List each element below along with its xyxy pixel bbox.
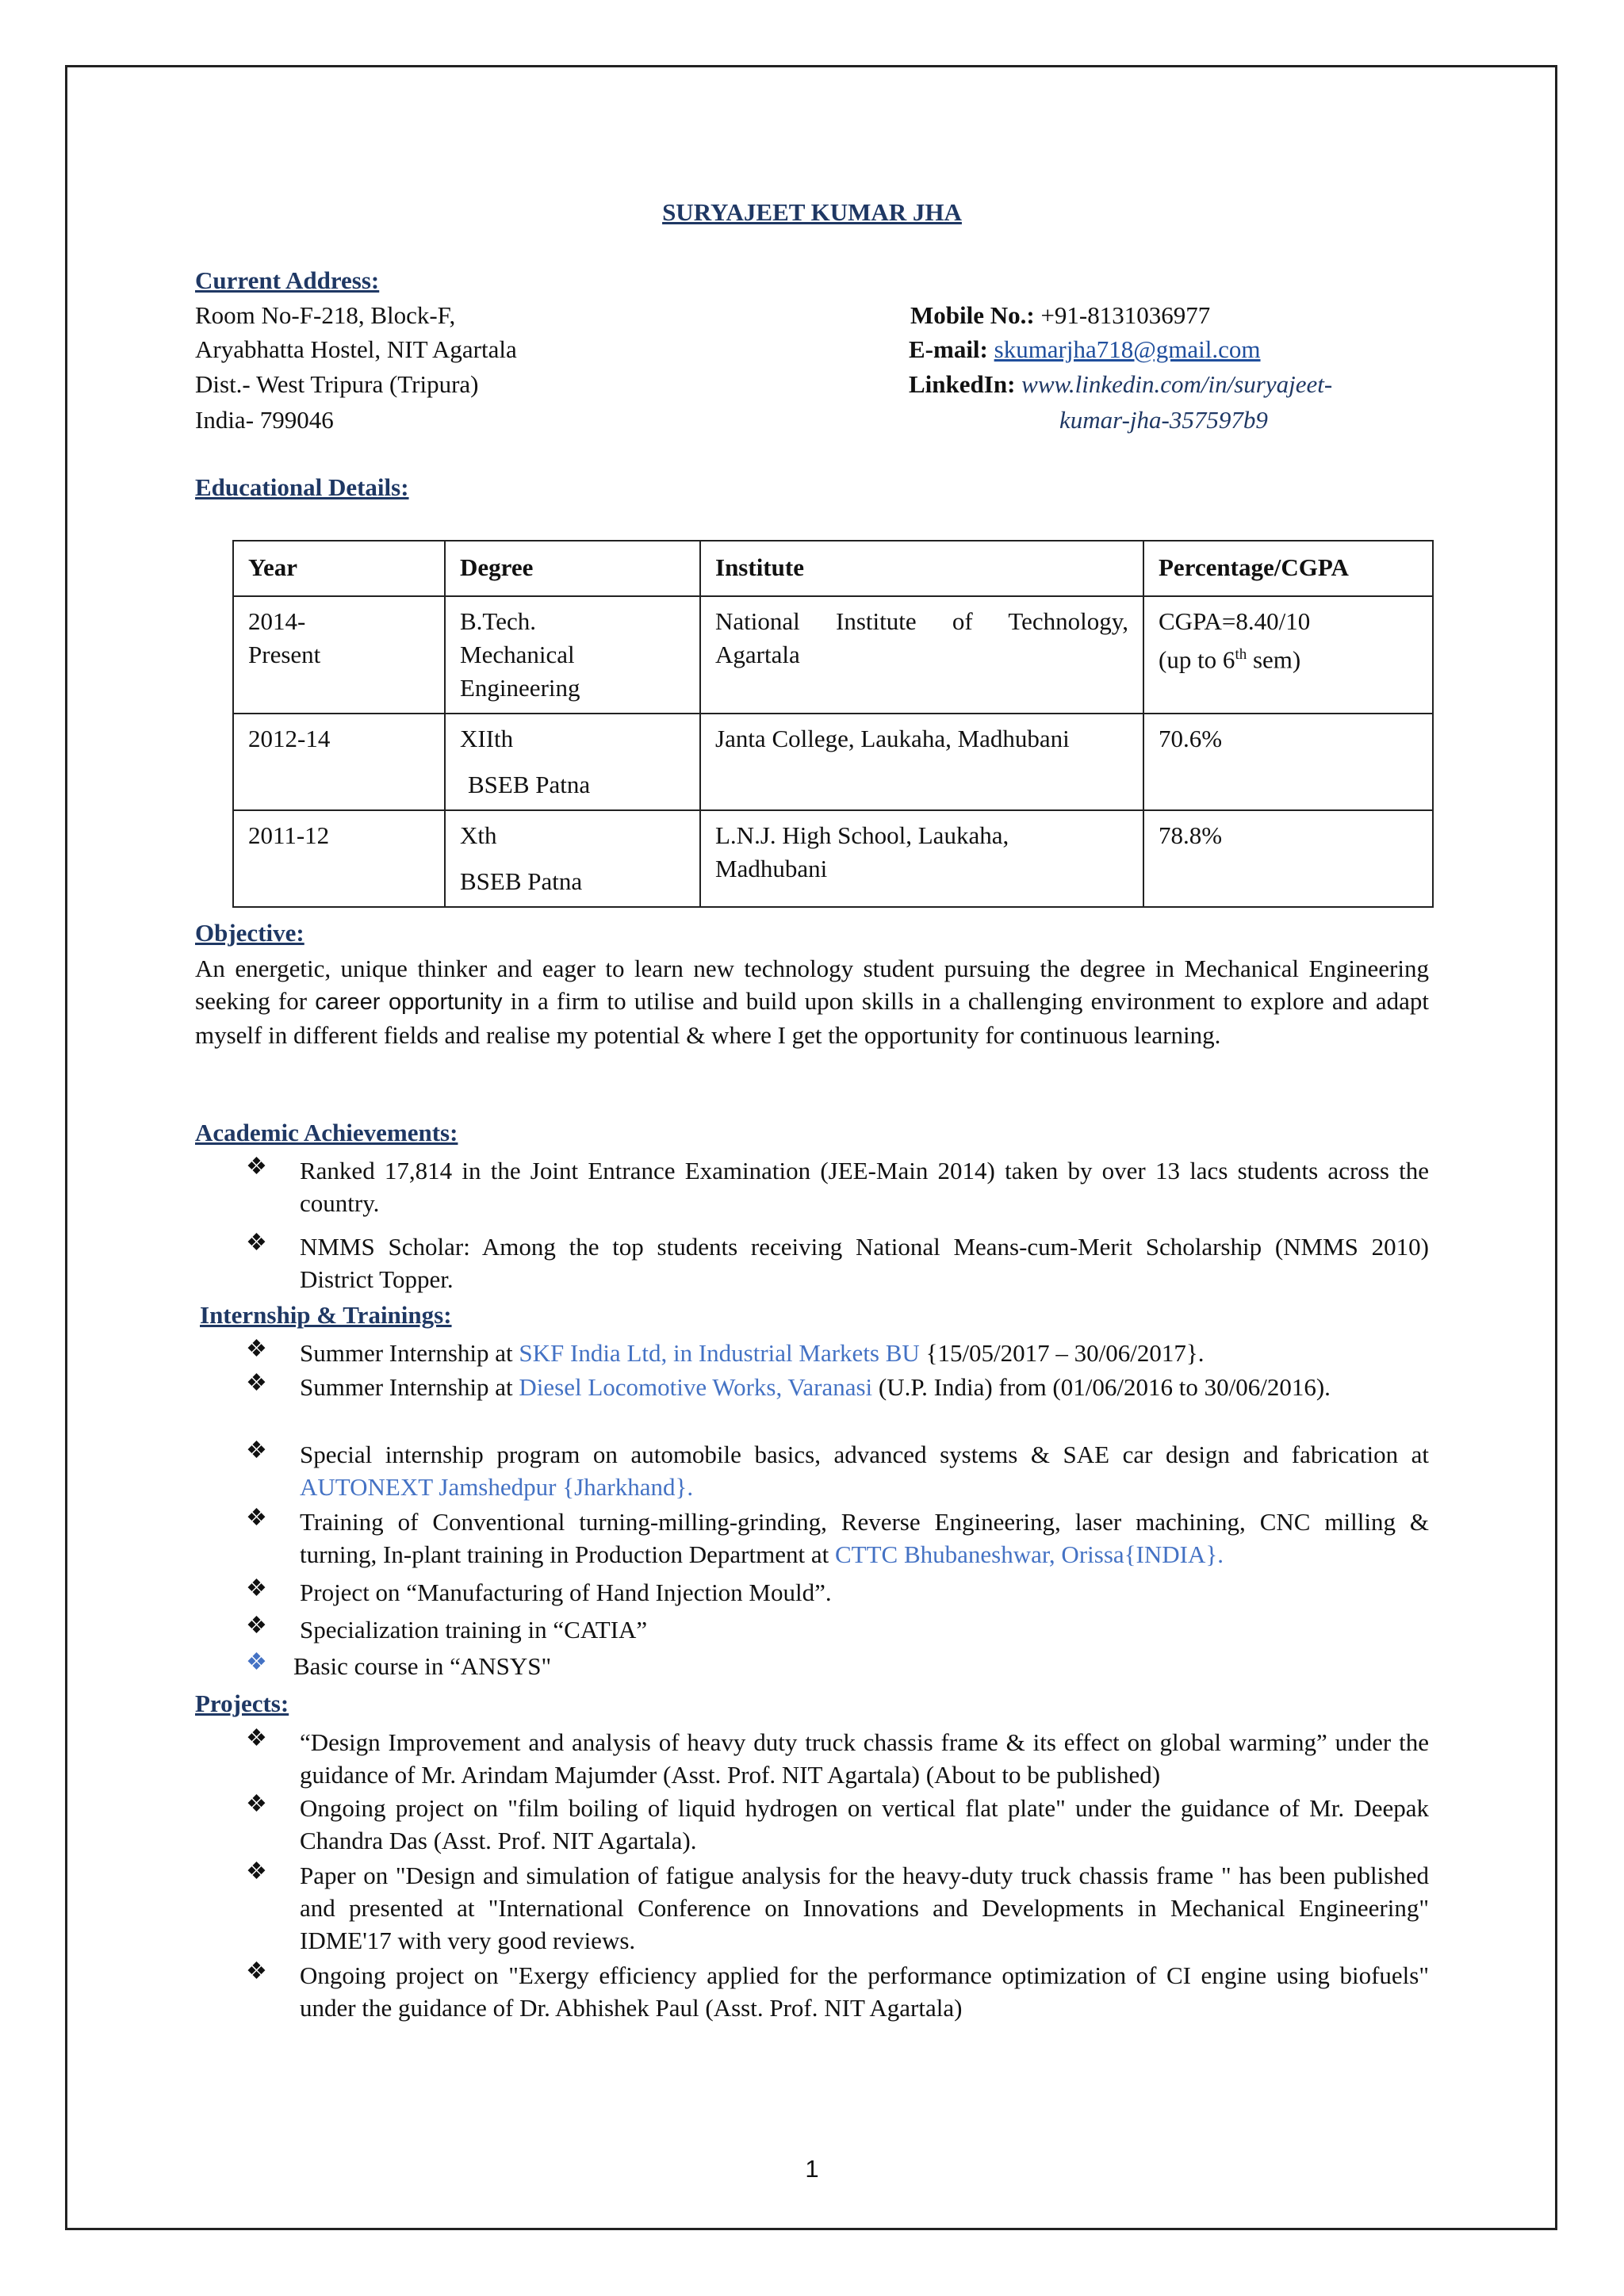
internship-item: Summer Internship at SKF India Ltd, in Industrial Markets BU {15/05/2017 – 30/06/2017}. [300,1339,1205,1367]
bullet-icon: ❖ [246,1230,267,1256]
cell-institute: Janta College, Laukaha, Madhubani [700,714,1143,810]
bullet-icon: ❖ [246,1154,267,1180]
project-item: Ongoing project on "film boiling of liquid hydrogen on vertical flat plate" under the guidance of Mr. Deepak Chandra Das (Asst. Prof. NIT Agartala). [300,1794,1429,1854]
cell-degree: Xth BSEB Patna [445,810,700,907]
bullet-icon: ❖ [246,1725,267,1751]
bullet-icon: ❖ [246,1613,267,1639]
education-table [232,540,1434,908]
cell-degree: XIIth BSEB Patna [445,714,700,810]
cell-year: 2011-12 [233,810,445,907]
mobile-row [910,299,1210,332]
bullet-icon: ❖ [246,1575,267,1601]
projects-heading: Projects: [195,1689,289,1717]
project-item: Ongoing project on "Exergy efficiency applied for the performance optimization of CI engine using biofuels" under the guidance of Dr. Abhishek Paul (Asst. Prof. NIT Agartala) [300,1961,1429,2022]
internship-item: Summer Internship at Diesel Locomotive Works, Varanasi (U.P. India) from (01/06/2016 to 30/06/2016). [300,1373,1331,1401]
bullet-icon: ❖ [246,1437,267,1464]
internship-item: Special internship program on automobile basics, advanced systems & SAE car design and fabrication at AUTONEXT Jamshedpur {Jharkhand}. [300,1441,1429,1501]
bullet-icon: ❖ [246,1958,267,1984]
bullet-icon: ❖ [246,1858,267,1885]
project-item: “Design Improvement and analysis of heavy duty truck chassis frame & its effect on global warming” under the guidance of Mr. Arindam Majumder (Asst. Prof. NIT Agartala) (About to be published) [300,1728,1429,1789]
achievement-item: Ranked 17,814 in the Joint Entrance Examination (JEE-Main 2014) taken by over 13 lacs students across the country. [300,1157,1429,1217]
address-heading: Current Address: [195,266,380,294]
table-row [233,714,1433,810]
table-header-row [233,541,1433,596]
objective-text: An energetic, unique thinker and eager to learn new technology student pursuing the degree in Mechanical Engineering seeking for career opportunity in a firm to utilise and build upon skills in a challenging environment to explore and adapt myself in different fields and realise my potential & where I get the opportunity for continuous learning. [195,955,1430,1049]
education-heading: Educational Details: [195,473,409,501]
table-row [233,810,1433,907]
cell-year: 2012-14 [233,714,445,810]
achievements-heading: Academic Achievements: [195,1119,458,1146]
address-line: Aryabhatta Hostel, NIT Agartala [195,335,517,363]
cell-year: 2014- Present [233,596,445,714]
address-line: Dist.- West Tripura (Tripura) [195,370,479,398]
address-line: Room No-F-218, Block-F, [195,301,456,329]
internship-item: Training of Conventional turning-milling-grinding, Reverse Engineering, laser machining, CNC milling & turning, In-plant training in Production Department at CTTC Bhubaneshwar, Orissa{INDIA}. [300,1508,1429,1568]
bullet-icon: ❖ [246,1649,267,1675]
internship-item: Project on “Manufacturing of Hand Injection Mould”. [300,1578,832,1606]
bullet-icon: ❖ [246,1336,267,1362]
achievement-item: NMMS Scholar: Among the top students receiving National Means-cum-Merit Scholarship (NMMS 2010) District Topper. [300,1233,1429,1293]
cell-score: 78.8% [1143,810,1433,907]
cell-score: CGPA=8.40/10 (up to 6th sem) [1143,596,1433,714]
linkedin-link[interactable]: www.linkedin.com/in/suryajeet- [1021,370,1333,398]
header-institute: Institute [700,541,1143,596]
linkedin-link-continued[interactable]: kumar-jha-357597b9 [1059,406,1268,434]
bullet-icon: ❖ [246,1370,267,1396]
header-degree: Degree [445,541,700,596]
internship-item: Specialization training in “CATIA” [300,1616,648,1644]
email-link[interactable]: skumarjha718@gmail.com [994,335,1261,363]
project-item: Paper on "Design and simulation of fatigue analysis for the heavy-duty truck chassis frame " has been published and presented at "International Conference on Innovations and Developments in Mechanical Engineering" IDME'17 with very good reviews. [300,1862,1429,1954]
email-row [909,333,1261,366]
bullet-icon: ❖ [246,1505,267,1531]
header-score: Percentage/CGPA [1143,541,1433,596]
cell-institute: L.N.J. High School, Laukaha, Madhubani [700,810,1143,907]
mobile-value: +91-8131036977 [1040,301,1211,329]
internship-item: Basic course in “ANSYS" [293,1652,552,1680]
cell-institute: National Institute of Technology, Agartala [700,596,1143,714]
cell-score: 70.6% [1143,714,1433,810]
page-number: 1 [805,2155,819,2183]
linkedin-row [909,368,1332,401]
header-year: Year [233,541,445,596]
table-row [233,596,1433,714]
address-line: India- 799046 [195,406,334,434]
cell-degree: B.Tech. Mechanical Engineering [445,596,700,714]
linkedin-label: LinkedIn: [909,370,1016,398]
mobile-label: Mobile No.: [910,301,1035,329]
email-label: E-mail: [909,335,988,363]
bullet-icon: ❖ [246,1791,267,1817]
internships-heading: Internship & Trainings: [200,1301,452,1329]
candidate-name: SURYAJEET KUMAR JHA [662,198,962,226]
objective-heading: Objective: [195,919,304,947]
